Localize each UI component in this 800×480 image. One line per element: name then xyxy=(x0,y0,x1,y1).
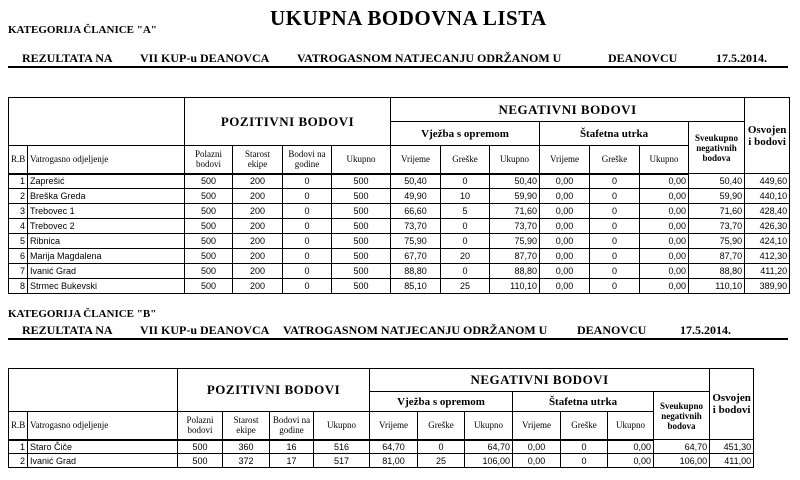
header-st-ukupno: Ukupno xyxy=(640,146,689,174)
cell-vj-ukupno: 73,70 xyxy=(490,219,540,234)
cell-sveukupno: 87,70 xyxy=(689,249,745,264)
cell-sveukupno: 106,00 xyxy=(654,454,710,468)
cell-rb: 2 xyxy=(9,454,28,468)
cell-st-ukupno: 0,00 xyxy=(640,249,689,264)
cell-rb: 1 xyxy=(9,440,28,454)
header-sveukupno: Sveukupno negativnih bodova xyxy=(654,392,710,440)
header-st-greske: Greške xyxy=(561,412,608,440)
header-vj-ukupno: Ukupno xyxy=(465,412,513,440)
cell-name: Ivanić Grad xyxy=(28,454,178,468)
cell-sveukupno: 50,40 xyxy=(689,174,745,189)
cell-ukupno: 500 xyxy=(332,249,391,264)
cell-sveukupno: 75,90 xyxy=(689,234,745,249)
cell-starost: 200 xyxy=(233,279,283,294)
cell-st-vrijeme: 0,00 xyxy=(540,234,590,249)
cell-godine: 0 xyxy=(283,174,332,189)
cell-st-vrijeme: 0,00 xyxy=(540,204,590,219)
header-polazni: Polazni bodovi xyxy=(178,412,223,440)
header-starost: Starost ekipe xyxy=(233,146,283,174)
cell-st-ukupno: 0,00 xyxy=(608,440,654,454)
cell-greske: 5 xyxy=(441,204,490,219)
cell-name: Zaprešić xyxy=(28,174,185,189)
cell-vj-ukupno: 110,10 xyxy=(490,279,540,294)
cell-polazni: 500 xyxy=(185,279,233,294)
header-osvojeni: Osvojen i bodovi xyxy=(745,98,790,174)
cell-st-vrijeme: 0,00 xyxy=(513,454,561,468)
cell-vrijeme: 64,70 xyxy=(370,440,418,454)
cell-vrijeme: 85,10 xyxy=(391,279,441,294)
cell-st-vrijeme: 0,00 xyxy=(513,440,561,454)
cell-vj-ukupno: 106,00 xyxy=(465,454,513,468)
results-table-a xyxy=(8,97,790,294)
cell-osvojeni: 389,90 xyxy=(745,279,790,294)
header-vj-ukupno: Ukupno xyxy=(490,146,540,174)
cell-polazni: 500 xyxy=(185,189,233,204)
cell-name: Strmec Bukevski xyxy=(28,279,185,294)
cell-ukupno: 516 xyxy=(314,440,370,454)
cell-starost: 200 xyxy=(233,174,283,189)
cell-greske: 0 xyxy=(441,234,490,249)
cell-ukupno: 500 xyxy=(332,219,391,234)
cell-godine: 0 xyxy=(283,219,332,234)
header-stafetna: Štafetna utrka xyxy=(513,392,654,412)
table-row xyxy=(9,264,790,279)
divider-b xyxy=(8,338,788,340)
cell-godine: 0 xyxy=(283,264,332,279)
cell-rb: 4 xyxy=(9,219,28,234)
cell-greske: 0 xyxy=(418,440,465,454)
table-row xyxy=(9,234,790,249)
header-godine: Bodovi na godine xyxy=(283,146,332,174)
cell-rb: 6 xyxy=(9,249,28,264)
cell-vrijeme: 67,70 xyxy=(391,249,441,264)
place-label-a: DEANOVCU xyxy=(608,51,678,65)
cell-godine: 0 xyxy=(283,234,332,249)
header-vjezba: Vježba s opremom xyxy=(391,122,540,146)
cell-sveukupno: 73,70 xyxy=(689,219,745,234)
header-vrijeme: Vrijeme xyxy=(370,412,418,440)
results-table-b xyxy=(8,368,754,468)
cell-starost: 200 xyxy=(233,219,283,234)
cell-osvojeni: 424,10 xyxy=(745,234,790,249)
cell-osvojeni: 426,30 xyxy=(745,219,790,234)
header-pozitivni: POZITIVNI BODOVI xyxy=(178,369,370,412)
cell-polazni: 500 xyxy=(185,204,233,219)
cell-st-vrijeme: 0,00 xyxy=(540,279,590,294)
header-polazni: Polazni bodovi xyxy=(185,146,233,174)
header-st-vrijeme: Vrijeme xyxy=(513,412,561,440)
cell-ukupno: 500 xyxy=(332,189,391,204)
cell-vj-ukupno: 59,90 xyxy=(490,189,540,204)
cell-vj-ukupno: 50,40 xyxy=(490,174,540,189)
cell-name: Trebovec 1 xyxy=(28,204,185,219)
header-odjeljenje: Vatrogasno odjeljenje xyxy=(28,146,185,174)
cell-greske: 25 xyxy=(441,279,490,294)
cell-name: Trebovec 2 xyxy=(28,219,185,234)
cell-godine: 0 xyxy=(283,249,332,264)
cell-polazni: 500 xyxy=(185,219,233,234)
table-row xyxy=(9,440,754,454)
cell-rb: 2 xyxy=(9,189,28,204)
cell-sveukupno: 110,10 xyxy=(689,279,745,294)
header-ukupno: Ukupno xyxy=(332,146,391,174)
cell-vrijeme: 50,40 xyxy=(391,174,441,189)
cell-osvojeni: 428,40 xyxy=(745,204,790,219)
header-sveukupno: Sveukupno negativnih bodova xyxy=(689,122,745,174)
header-blank xyxy=(9,98,185,146)
cell-st-greske: 0 xyxy=(590,264,640,279)
cell-starost: 200 xyxy=(233,204,283,219)
header-vjezba: Vježba s opremom xyxy=(370,392,513,412)
cell-ukupno: 500 xyxy=(332,279,391,294)
cup-label-a: VII KUP-u DEANOVCA xyxy=(140,51,270,65)
cell-polazni: 500 xyxy=(178,440,223,454)
cell-rb: 1 xyxy=(9,174,28,189)
results-label-b: REZULTATA NA xyxy=(22,323,113,337)
cell-ukupno: 500 xyxy=(332,234,391,249)
cell-godine: 0 xyxy=(283,189,332,204)
cell-osvojeni: 449,60 xyxy=(745,174,790,189)
cell-godine: 0 xyxy=(283,279,332,294)
cell-vj-ukupno: 71,60 xyxy=(490,204,540,219)
cell-osvojeni: 440,10 xyxy=(745,189,790,204)
cell-polazni: 500 xyxy=(185,234,233,249)
cell-st-ukupno: 0,00 xyxy=(640,174,689,189)
cell-sveukupno: 88,80 xyxy=(689,264,745,279)
cell-osvojeni: 412,30 xyxy=(745,249,790,264)
table-row xyxy=(9,189,790,204)
cell-st-greske: 0 xyxy=(590,174,640,189)
cell-st-ukupno: 0,00 xyxy=(640,219,689,234)
cell-vrijeme: 73,70 xyxy=(391,219,441,234)
cell-ukupno: 500 xyxy=(332,204,391,219)
header-st-greske: Greške xyxy=(590,146,640,174)
cell-st-ukupno: 0,00 xyxy=(640,234,689,249)
header-rb: R.B xyxy=(9,412,28,440)
header-stafetna: Štafetna utrka xyxy=(540,122,689,146)
cell-ukupno: 500 xyxy=(332,174,391,189)
cell-name: Ribnica xyxy=(28,234,185,249)
cell-starost: 200 xyxy=(233,189,283,204)
header-blank xyxy=(9,369,178,412)
category-b-label: KATEGORIJA ČLANICE "B" xyxy=(8,308,157,320)
cell-st-greske: 0 xyxy=(590,249,640,264)
header-rb: R.B xyxy=(9,146,28,174)
header-starost: Starost ekipe xyxy=(223,412,270,440)
cell-rb: 5 xyxy=(9,234,28,249)
table-row xyxy=(9,454,754,468)
cell-vrijeme: 81,00 xyxy=(370,454,418,468)
header-vrijeme: Vrijeme xyxy=(391,146,441,174)
page-title: UKUPNA BODOVNA LISTA xyxy=(270,6,547,30)
cell-name: Breška Greda xyxy=(28,189,185,204)
cell-vrijeme: 49,90 xyxy=(391,189,441,204)
table-row xyxy=(9,204,790,219)
cell-polazni: 500 xyxy=(185,174,233,189)
cell-starost: 200 xyxy=(233,234,283,249)
cell-osvojeni: 451,30 xyxy=(710,440,754,454)
cell-greske: 0 xyxy=(441,264,490,279)
cell-st-greske: 0 xyxy=(590,234,640,249)
cell-godine: 0 xyxy=(283,204,332,219)
date-label-a: 17.5.2014. xyxy=(716,51,767,65)
date-label-b: 17.5.2014. xyxy=(680,323,731,337)
cell-osvojeni: 411,20 xyxy=(745,264,790,279)
cell-starost: 372 xyxy=(223,454,270,468)
cell-sveukupno: 59,90 xyxy=(689,189,745,204)
cell-polazni: 500 xyxy=(185,249,233,264)
cell-st-greske: 0 xyxy=(561,440,608,454)
cell-st-vrijeme: 0,00 xyxy=(540,174,590,189)
cell-vrijeme: 75,90 xyxy=(391,234,441,249)
header-negativni: NEGATIVNI BODOVI xyxy=(370,369,710,392)
cell-name: Marija Magdalena xyxy=(28,249,185,264)
cell-st-greske: 0 xyxy=(590,189,640,204)
cell-st-ukupno: 0,00 xyxy=(640,189,689,204)
cell-starost: 200 xyxy=(233,249,283,264)
cell-st-greske: 0 xyxy=(561,454,608,468)
cell-osvojeni: 411,00 xyxy=(710,454,754,468)
cell-vrijeme: 88,80 xyxy=(391,264,441,279)
cell-rb: 8 xyxy=(9,279,28,294)
cell-name: Staro Čiče xyxy=(28,440,178,454)
cell-st-ukupno: 0,00 xyxy=(640,264,689,279)
cell-polazni: 500 xyxy=(185,264,233,279)
header-negativni: NEGATIVNI BODOVI xyxy=(391,98,745,122)
cell-st-ukupno: 0,00 xyxy=(640,279,689,294)
cell-rb: 7 xyxy=(9,264,28,279)
cup-label-b: VII KUP-u DEANOVCA xyxy=(140,323,270,337)
table-row xyxy=(9,219,790,234)
cell-name: Ivanić Grad xyxy=(28,264,185,279)
header-greske: Greške xyxy=(418,412,465,440)
cell-st-ukupno: 0,00 xyxy=(608,454,654,468)
header-st-vrijeme: Vrijeme xyxy=(540,146,590,174)
cell-st-vrijeme: 0,00 xyxy=(540,189,590,204)
cell-st-greske: 0 xyxy=(590,279,640,294)
header-st-ukupno: Ukupno xyxy=(608,412,654,440)
cell-vj-ukupno: 64,70 xyxy=(465,440,513,454)
cell-st-vrijeme: 0,00 xyxy=(540,219,590,234)
cell-greske: 10 xyxy=(441,189,490,204)
cell-greske: 0 xyxy=(441,174,490,189)
header-odjeljenje: Vatrogasno odjeljenje xyxy=(28,412,178,440)
cell-rb: 3 xyxy=(9,204,28,219)
cell-st-greske: 0 xyxy=(590,219,640,234)
cell-godine: 17 xyxy=(270,454,314,468)
cell-greske: 25 xyxy=(418,454,465,468)
event-label-b: VATROGASNOM NATJECANJU ODRŽANOM U xyxy=(283,323,548,337)
cell-st-vrijeme: 0,00 xyxy=(540,249,590,264)
cell-starost: 360 xyxy=(223,440,270,454)
cell-godine: 16 xyxy=(270,440,314,454)
cell-polazni: 500 xyxy=(178,454,223,468)
results-label-a: REZULTATA NA xyxy=(22,51,113,65)
cell-greske: 0 xyxy=(441,219,490,234)
cell-ukupno: 517 xyxy=(314,454,370,468)
table-row xyxy=(9,279,790,294)
cell-vj-ukupno: 87,70 xyxy=(490,249,540,264)
category-a-label: KATEGORIJA ČLANICE "A" xyxy=(8,24,157,36)
cell-vrijeme: 66,60 xyxy=(391,204,441,219)
cell-vj-ukupno: 88,80 xyxy=(490,264,540,279)
header-godine: Bodovi na godine xyxy=(270,412,314,440)
header-pozitivni: POZITIVNI BODOVI xyxy=(185,98,391,146)
table-row xyxy=(9,174,790,189)
header-ukupno: Ukupno xyxy=(314,412,370,440)
header-greske: Greške xyxy=(441,146,490,174)
place-label-b: DEANOVCU xyxy=(577,323,647,337)
cell-ukupno: 500 xyxy=(332,264,391,279)
table-row xyxy=(9,249,790,264)
header-osvojeni: Osvojen i bodovi xyxy=(710,369,754,440)
cell-starost: 200 xyxy=(233,264,283,279)
cell-greske: 20 xyxy=(441,249,490,264)
cell-sveukupno: 64,70 xyxy=(654,440,710,454)
cell-vj-ukupno: 75,90 xyxy=(490,234,540,249)
event-label-a: VATROGASNOM NATJECANJU ODRŽANOM U xyxy=(297,51,562,65)
cell-sveukupno: 71,60 xyxy=(689,204,745,219)
cell-st-greske: 0 xyxy=(590,204,640,219)
divider-a xyxy=(8,66,788,68)
cell-st-vrijeme: 0,00 xyxy=(540,264,590,279)
cell-st-ukupno: 0,00 xyxy=(640,204,689,219)
